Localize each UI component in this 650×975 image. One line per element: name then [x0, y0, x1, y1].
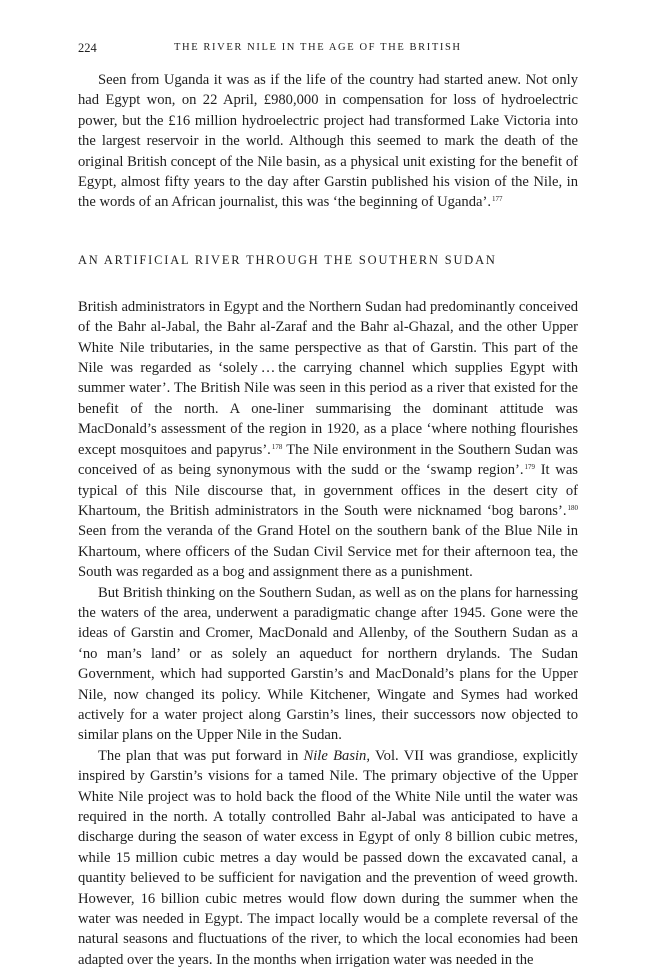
- text-run: The plan that was put forward in: [98, 747, 304, 764]
- text-run: Seen from Uganda it was as if the life of the country had started anew. Not only had Egypt won, on 22 April, £980,000 in compensation for loss of hydroelectric power, but the £16 million hydroelectric project had transformed Lake Victoria into the largest reservoir in the world. Although this seemed to mark the death of the original British concept of the Nile basin, as a physical unit existing for the benefit of Egypt, almost fifty years to the day after Garstin published his vision of the Nile, in the words of an African journalist, this was ‘the beginning of Uganda’.: [78, 72, 578, 211]
- section-body: [78, 297, 578, 970]
- text-run: Seen from the veranda of the Grand Hotel on the southern bank of the Blue Nile in Khartoum, where officers of the Sudan Civil Service met for their afternoon tea, the South was regarded as a bog and assignment there as a punishment.: [78, 523, 578, 581]
- footnote-marker: 180: [567, 503, 578, 512]
- text-run: The Nile environment in the Southern Sudan was conceived of as being synonymous with the sudd or the ‘swamp region’.: [78, 441, 579, 479]
- paragraph: [78, 583, 578, 746]
- text-run: It was typical of this Nile discourse that, in government offices in the desert city of Khartoum, the British administrators in the South were nicknamed ‘bog barons’.: [78, 462, 578, 519]
- running-head: [78, 38, 578, 58]
- opening-text: [78, 70, 578, 213]
- footnote-marker: 178: [271, 442, 283, 451]
- paragraph: [78, 297, 578, 583]
- text-run: But British thinking on the Southern Sudan, as well as on the plans for harnessing the waters of the area, underwent a paradigmatic change after 1945. Gone were the ideas of Garstin and Cromer, MacDonald and Allenby, of the Southern Sudan as a ‘no man’s land’ or as solely an aqueduct for northern drylands. The Sudan Government, which had supported Garstin’s and MacDonald’s plans for the Upper Nile, now changed its policy. While Kitchener, Wingate and Symes had worked actively for a water project along Garstin’s lines, their successors now objected to similar plans on the Upper Nile in the Sudan.: [78, 584, 578, 744]
- footnote-marker: 179: [524, 463, 536, 472]
- footnote-marker: 177: [492, 195, 503, 204]
- section-heading: AN ARTIFICIAL RIVER THROUGH THE SOUTHERN SUDAN: [78, 252, 497, 267]
- italic-title: Nile Basin,: [303, 747, 371, 764]
- running-title: THE RIVER NILE IN THE AGE OF THE BRITISH: [174, 42, 462, 53]
- paragraph: [78, 70, 578, 213]
- page-number: 224: [78, 41, 97, 55]
- text-run: Vol. VII was grandiose, explicitly inspired by Garstin’s visions for a tamed Nile. The primary objective of the Upper White Nile project was to hold back the flood of the White Nile until the water was required in the north. A totally controlled Bahr al-Jabal was anticipated to have a discharge during the season of water excess in Egypt of only 8 billion cubic metres, while 15 million cubic metres a day would be passed down the excavated canal, a quantity believed to be sufficient for navigation and the prevention of weed growth. However, 16 billion cubic metres would flow down during the summer when the water was needed in Egypt. The impact locally would be a complete reversal of the natural seasons and fluctuations of the river, to which the local economies had been adapted over the years. In the months when irrigation water was needed in the: [78, 747, 578, 968]
- book-page: [78, 38, 578, 970]
- paragraph: [78, 746, 578, 970]
- text-run: British administrators in Egypt and the Northern Sudan had predominantly conceived of the Bahr al-Jabal, the Bahr al-Zaraf and the Bahr al-Ghazal, and the other Upper White Nile tributaries, in the same perspective as that of Garstin. This part of the Nile was regarded as ‘solely … the carrying channel which supplies Egypt with summer water’. The British Nile was seen in this period as a river that existed for the benefit of the north. A one-liner summarising the dominant attitude was MacDonald’s assessment of the region in 1920, as a place ‘where nothing flourishes except mosquitoes and papyrus’.: [78, 298, 578, 458]
